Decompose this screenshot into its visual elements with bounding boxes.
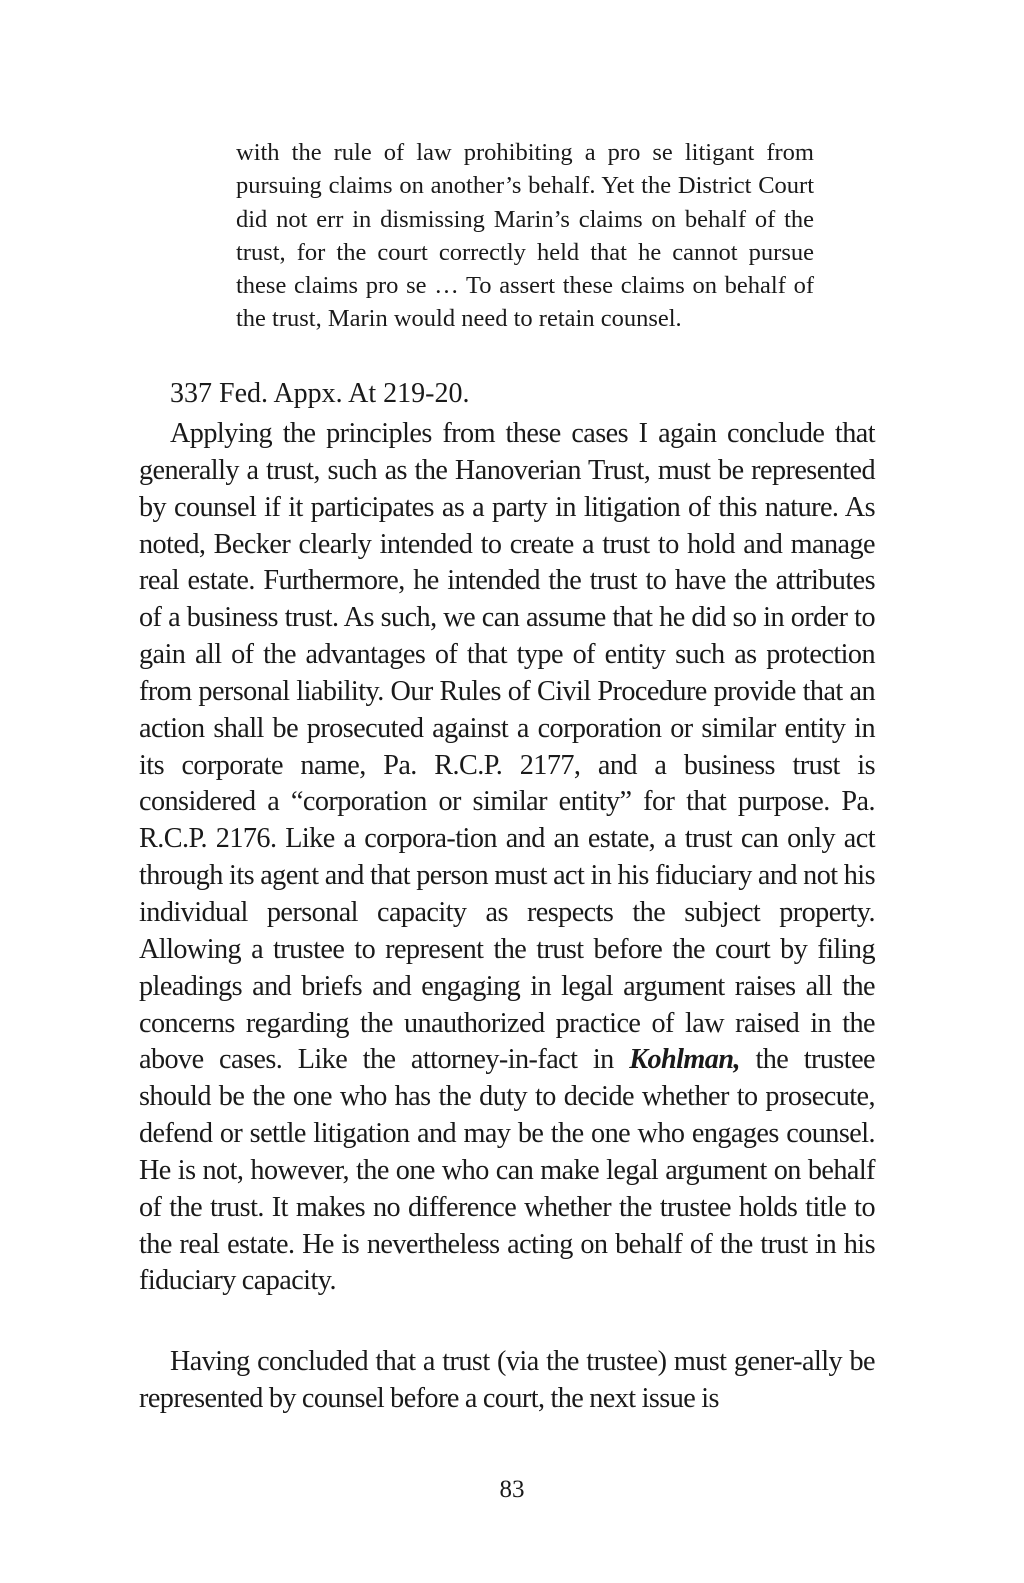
case-name-kohlman: Kohlman, (629, 1044, 740, 1076)
quote-citation: 337 Fed. Appx. At 219-20. (170, 378, 470, 409)
page-number: 83 (499, 1476, 525, 1503)
block-quote: with the rule of law prohibiting a pro se litigant from pursuing claims on another’s behalf. Yet the District Court did not err in dismissing Marin’s claims on behalf of the trust, for the court correctly held that he cannot pursue these claims pro se … To assert these claims on behalf of the trust, Marin would need to retain counsel. (236, 139, 814, 333)
body-paragraph-2: Having concluded that a trust (via the trustee) must gener-ally be represented by counsel before a court, the next issue is (139, 1346, 875, 1414)
body-paragraph-1 (139, 416, 875, 1300)
paragraph-1-text-a: Applying the principles from these cases I again conclude that generally a trust, such as the Hanoverian Trust, must be represented by counsel if it participates as a party in litigation of this nature. As noted, Becker clearly intended to create a trust to hold and manage real estate. Furthermore, he intended the trust to have the attributes of a business trust. As such, we can assume that he did so in order to gain all of the advantages of that type of entity such as protection from personal liability. Our Rules of Civil Procedure provide that an action shall be prosecuted against a corporation or similar entity in its corporate name, Pa. R.C.P. 2177, and a business trust is considered a “corporation or similar entity” for that purpose. Pa. R.C.P. 2176. Like a corpora-tion and an estate, a trust can only act through its agent and that person must act in his fiduciary and not his individual personal capacity as respects the subject property. Allowing a trustee to represent the trust before the court by filing pleadings and briefs and engaging in legal argument raises all the concerns regarding the unauthorized practice of law raised in the above cases. Like the attorney-in-fact in (139, 418, 875, 1076)
paragraph-1-text-b: the trustee should be the one who has the duty to decide whether to prosecute, defend or settle litigation and may be the one who engages counsel. He is not, however, the one who can make legal argument on behalf of the trust. It makes no difference whether the trustee holds title to the real estate. He is nevertheless acting on behalf of the trust in his fiduciary capacity. (139, 1044, 875, 1297)
